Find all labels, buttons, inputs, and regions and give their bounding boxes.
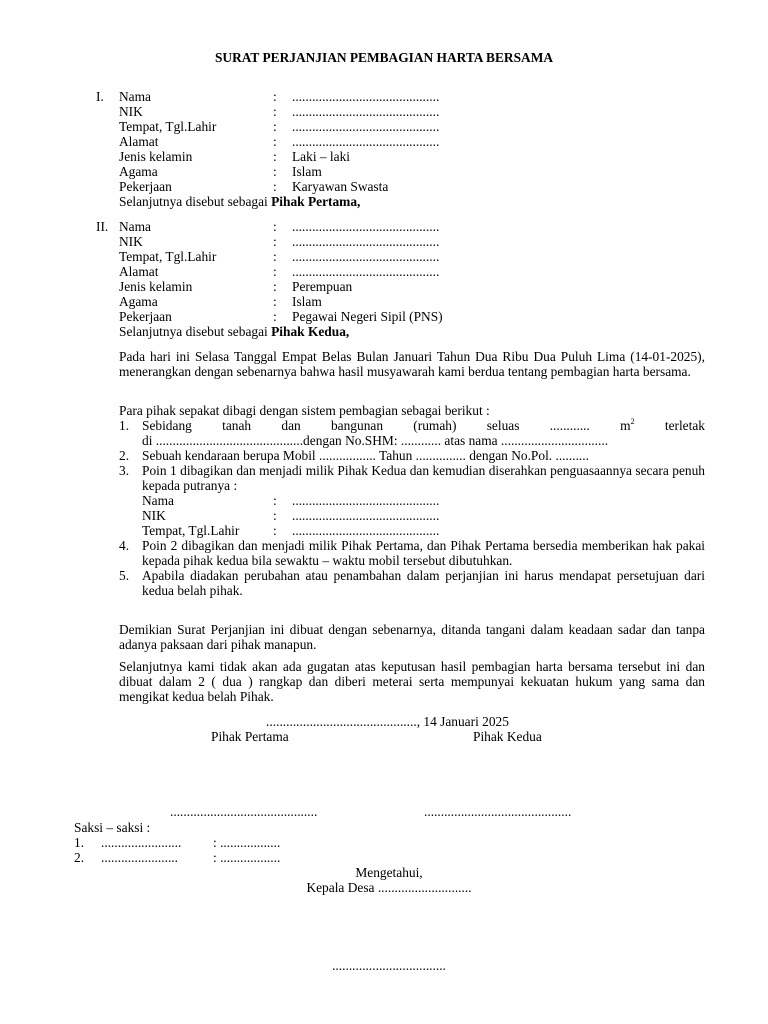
child-row-nik: NIK : ............................................: [142, 508, 440, 523]
witness-1-number: 1.: [74, 835, 85, 850]
party-first-row-religion: Agama : Islam: [119, 164, 322, 179]
signature-line-second-party: ............................................: [424, 804, 572, 819]
agreement-lead: Para pihak sepakat dibagi dengan sistem pembagian sebagai berikut :: [119, 403, 490, 418]
signature-title-second-party: Pihak Kedua: [473, 729, 542, 744]
party-second-row-name: Nama : ............................................: [119, 219, 440, 234]
party-second-row-nik: NIK : ............................................: [119, 234, 440, 249]
party-second-numeral: II.: [96, 219, 109, 234]
party-second-row-occupation: Pekerjaan : Pegawai Negeri Sipil (PNS): [119, 309, 443, 324]
place-date: ............................................., 14 Januari 2025: [266, 714, 509, 729]
party-first-block: [96, 89, 696, 209]
closing-paragraph-2: Selanjutnya kami tidak akan ada gugatan atas keputusan hasil pembagian harta bersama tersebut ini dan dibuat dalam 2 ( dua ) rangkap dan diberi meterai serta mempunyai kekuatan hukum yang sama dan mengikat kedua belah Pihak.: [119, 659, 705, 704]
party-first-numeral: I.: [96, 89, 104, 104]
village-head-line: Kepala Desa ............................: [306, 880, 472, 895]
agreement-item-3-child-details: [119, 493, 705, 538]
party-first-row-name: Nama : ............................................: [119, 89, 440, 104]
agreement-item-5: 5. Apabila diadakan perubahan atau penambahan dalam perjanjian ini harus mendapat persetujuan dari kedua belah pihak.: [119, 568, 705, 598]
agreement-item-1-line-1: Sebidang tanah dan bangunan (rumah) seluas ............ $m^2$ terletak: [142, 417, 705, 433]
party-second-block: [96, 219, 696, 339]
signature-line-first-party: ............................................: [170, 804, 318, 819]
agreement-item-3: 3. Poin 1 dibagikan dan menjadi milik Pihak Kedua dan kemudian diserahkan penguasaannya secara penuh kepada putranya :: [119, 463, 705, 493]
party-second-row-religion: Agama : Islam: [119, 294, 322, 309]
agreement-item-2: 2. Sebuah kendaraan berupa Mobil ................. Tahun ............... dengan No.Pol. ..........: [119, 448, 589, 463]
party-first-row-occupation: Pekerjaan : Karyawan Swasta: [119, 179, 389, 194]
signature-title-first-party: Pihak Pertama: [211, 729, 289, 744]
witnesses-heading: Saksi – saksi :: [74, 820, 151, 835]
agreement-section: [119, 403, 705, 598]
party-first-row-birth: Tempat, Tgl.Lahir : ............................................: [119, 119, 440, 134]
witness-2-number: 2.: [74, 850, 85, 865]
closing-paragraph-1: Demikian Surat Perjanjian ini dibuat dengan sebenarnya, ditanda tangani dalam keadaan sadar dan tanpa adanya paksaan dari pihak manapun.: [119, 622, 705, 652]
party-first-designation: Selanjutnya disebut sebagai Pihak Pertama,: [119, 194, 361, 209]
party-second-row-gender: Jenis kelamin : Perempuan: [119, 279, 353, 294]
child-row-birth: Tempat, Tgl.Lahir : ............................................: [142, 523, 440, 538]
witness-2-name: .......................: [101, 850, 178, 865]
approval-label: Mengetahui,: [355, 865, 423, 880]
party-first-row-nik: NIK : ............................................: [119, 104, 440, 119]
document-title: SURAT PERJANJIAN PEMBAGIAN HARTA BERSAMA: [214, 50, 554, 65]
party-second-designation: Selanjutnya disebut sebagai Pihak Kedua,: [119, 324, 350, 339]
party-second-row-birth: Tempat, Tgl.Lahir : ............................................: [119, 249, 440, 264]
agreement-item-4: 4. Poin 2 dibagikan dan menjadi milik Pihak Pertama, dan Pihak Pertama bersedia memberikan hak pakai kepada pihak kedua bila sewaktu – waktu mobil tersebut dibutuhkan.: [119, 538, 705, 568]
village-head-signature-line: ..................................: [332, 958, 446, 973]
witness-1-name: ........................: [101, 835, 182, 850]
party-first-row-gender: Jenis kelamin : Laki – laki: [119, 149, 351, 164]
witness-2-signature: : ..................: [213, 850, 281, 865]
witness-1-signature: : ..................: [213, 835, 281, 850]
agreement-item-1-line-2: di ............................................dengan No.SHM: ............ atas nama ................................: [142, 433, 609, 448]
party-first-row-address: Alamat : ............................................: [119, 134, 440, 149]
agreement-item-1: 1. Sebidang tanah dan bangunan (rumah) seluas ............ $m^2$ terletak di ............................................dengan No.SHM: ............ atas nama ................................: [119, 417, 705, 448]
intro-paragraph: Pada hari ini Selasa Tanggal Empat Belas Bulan Januari Tahun Dua Ribu Dua Puluh Lima (14-01-2025), menerangkan dengan sebenarnya bahwa hasil musyawarah kami berdua tentang pembagian harta bersama.: [119, 349, 705, 379]
child-row-name: Nama : ............................................: [142, 493, 440, 508]
party-second-row-address: Alamat : ............................................: [119, 264, 440, 279]
